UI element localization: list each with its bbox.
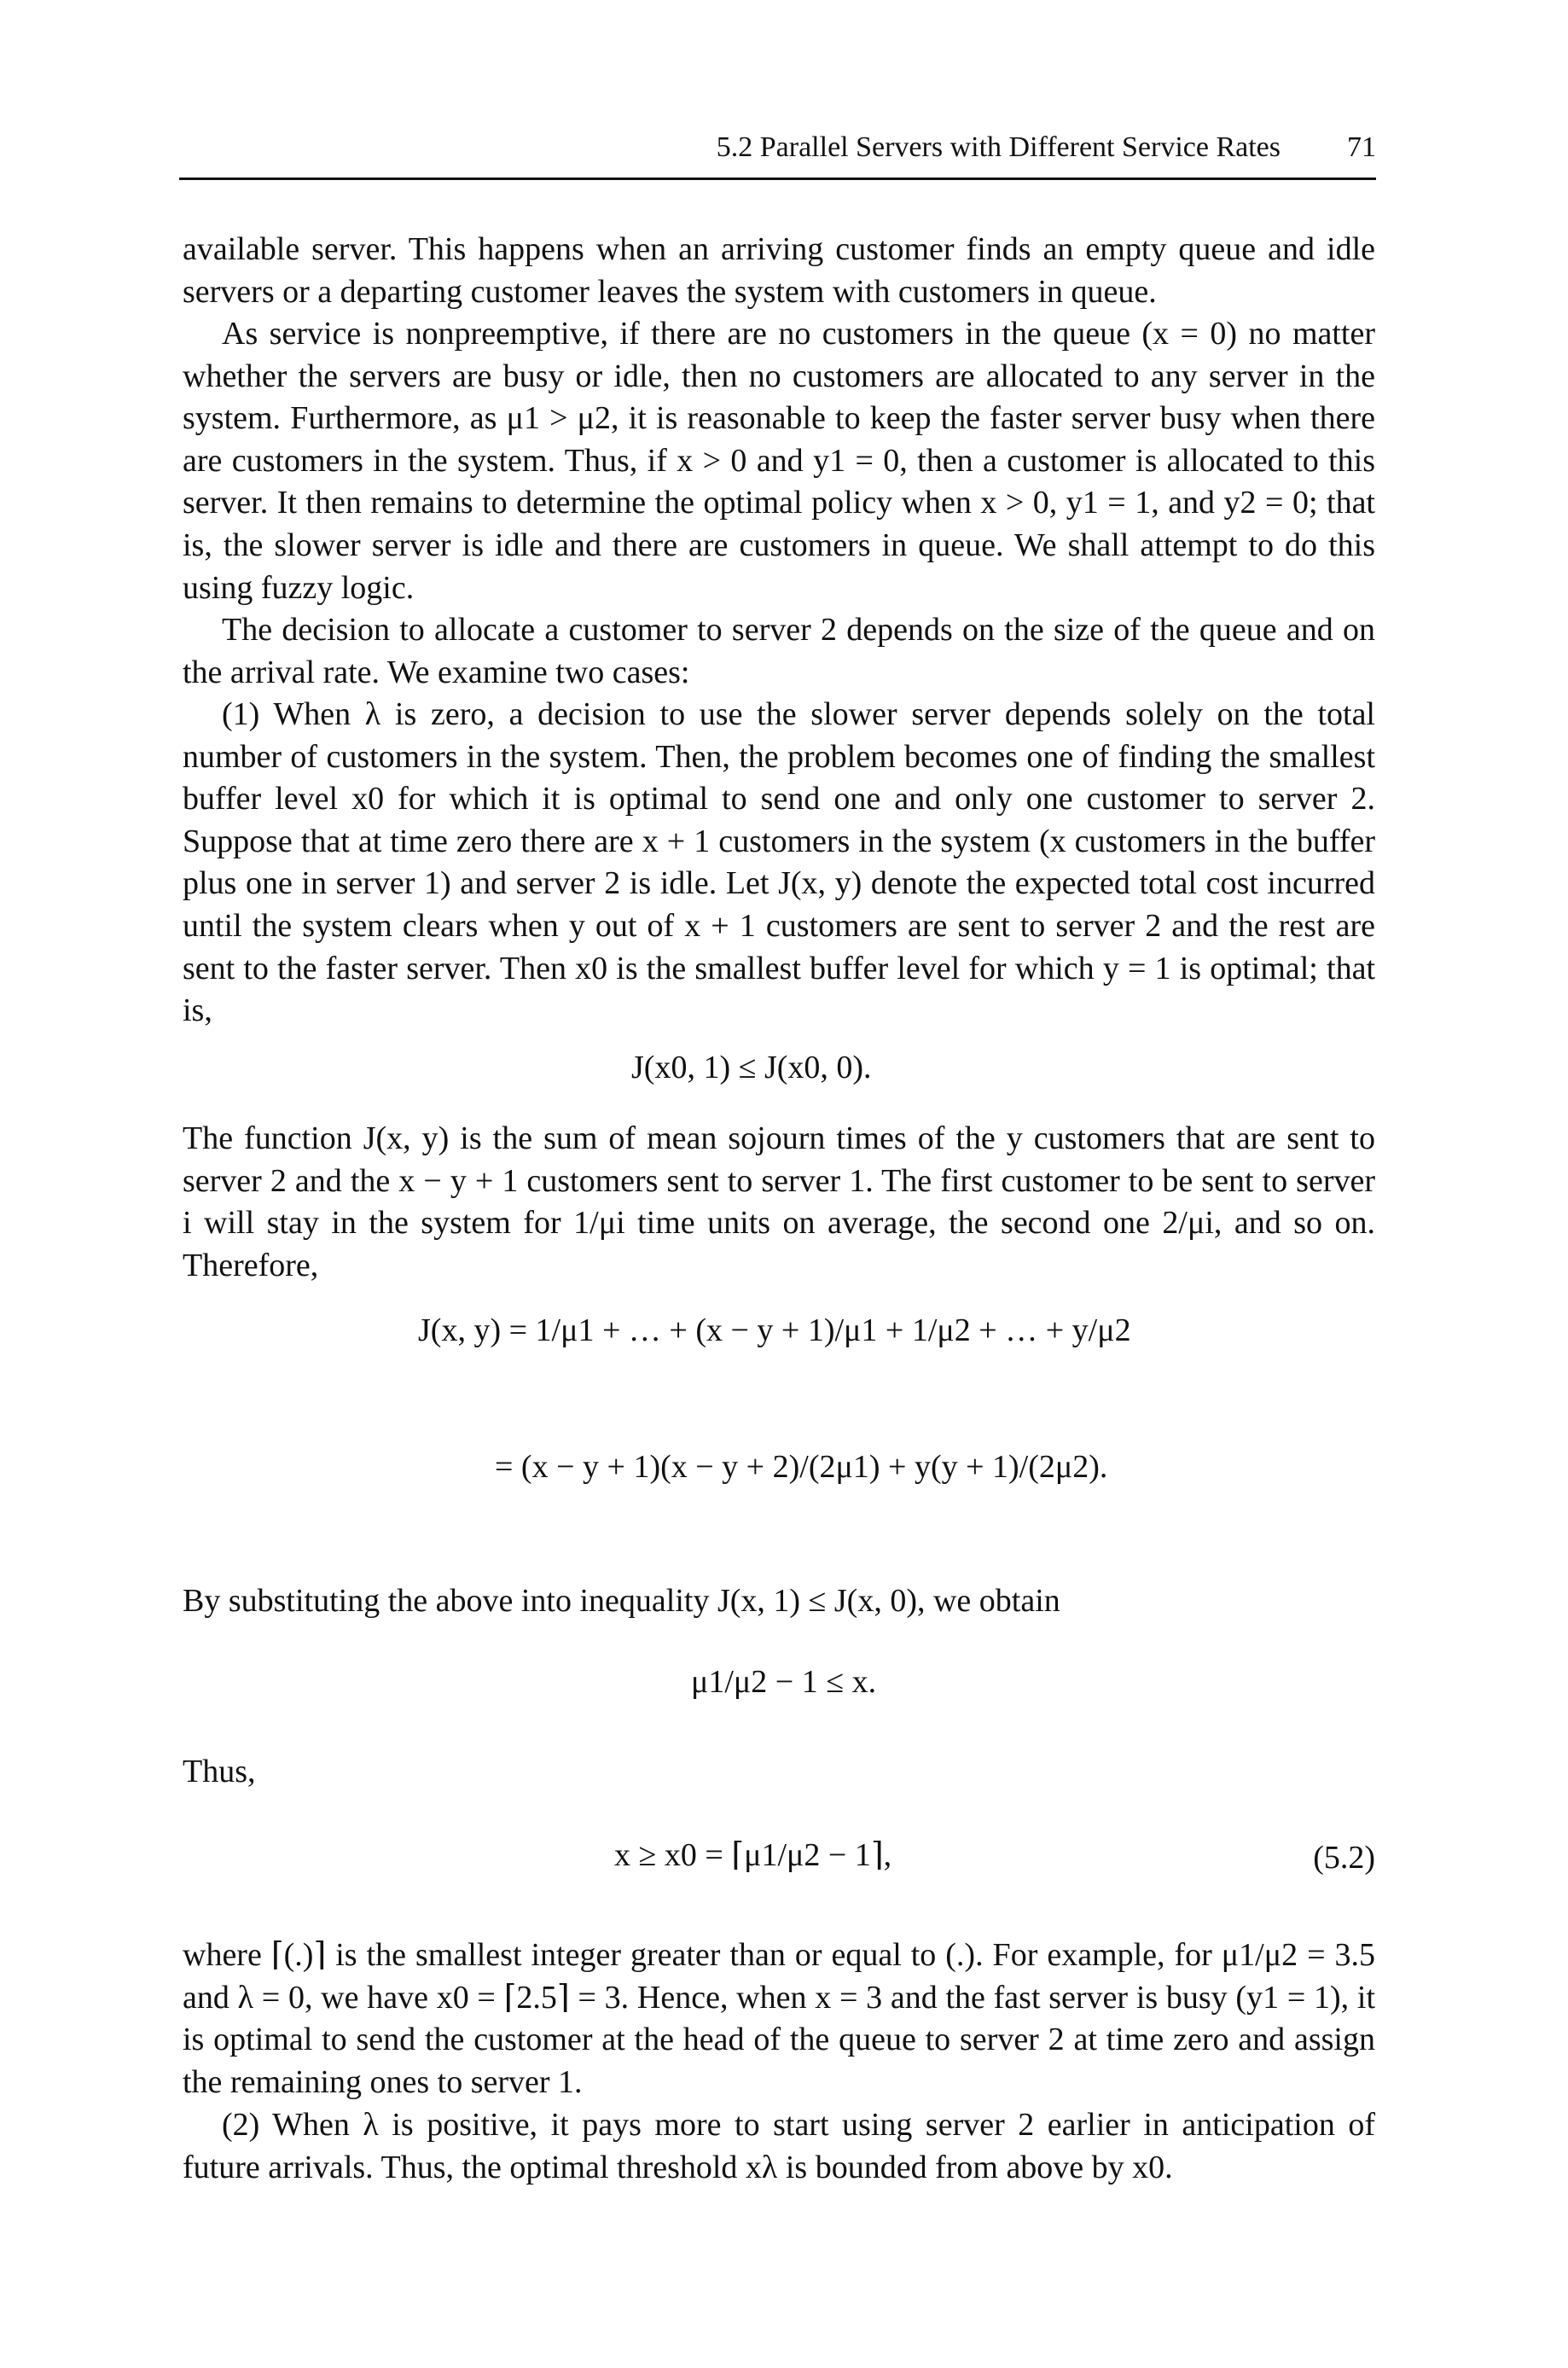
paragraph-0 [183, 229, 1375, 313]
paragraph-2 [183, 609, 1375, 694]
running-header-title: 5.2 Parallel Servers with Different Service Rates [716, 131, 1281, 163]
paragraph-6 [183, 1751, 1375, 1794]
paragraph-5 [183, 1580, 1375, 1623]
paragraph-7 [183, 1935, 1375, 2103]
page-number: 71 [1347, 131, 1376, 163]
paragraph-text: By substituting the above into inequality J(x, 1) ≤ J(x, 0), we obtain [183, 1583, 1060, 1619]
paragraph-text: As service is nonpreemptive, if there are no customers in the queue (x = 0) no matter whether the servers are busy or idle, then no customers are allocated to any server in the system. Furthermore, as μ1 > μ2, it is reasonable to keep the faster server busy when there are customers in the system. Thus, if x > 0 and y1 = 0, then a customer is allocated to this server. It then remains to determine the optimal policy when x > 0, y1 = 1, and y2 = 0; that is, the slower server is idle and there are customers in queue. We shall attempt to do this using fuzzy logic. [183, 316, 1375, 606]
equation-text: J(x0, 1) ≤ J(x0, 0). [631, 1050, 872, 1085]
running-header [179, 126, 1376, 180]
paragraph-1 [183, 313, 1375, 609]
paragraph-text: The decision to allocate a customer to server 2 depends on the size of the queue and on the arrival rate. We examine two cases: [183, 612, 1375, 690]
paragraph-4 [183, 1118, 1375, 1287]
paragraph-text: available server. This happens when an arriving customer finds an empty queue and idle servers or a departing customer leaves the system with customers in queue. [183, 231, 1375, 310]
ratio-inequality [691, 1666, 876, 1698]
equation-jxy-line2 [495, 1451, 1107, 1483]
equation-text: J(x, y) = 1/μ1 + … + (x − y + 1)/μ1 + 1/μ2 + … + y/μ2 [418, 1312, 1131, 1348]
paragraph-text: Thus, [183, 1754, 256, 1789]
equation-text: = (x − y + 1)(x − y + 2)/(2μ1) + y(y + 1)/(2μ2). [495, 1449, 1108, 1485]
equation-text: x ≥ x0 = ⌈μ1/μ2 − 1⌉, [614, 1837, 892, 1873]
equation-jxy-line1 [418, 1314, 1131, 1347]
paragraph-text: (1) When λ is zero, a decision to use the slower server depends solely on the total number of customers in the system. Then, the problem becomes one of finding the smallest buffer level x0 for which it is optimal to send one and only one customer to server 2. Suppose that at time zero there are x + 1 customers in the system (x customers in the buffer plus one in server 1) and server 2 is idle. Let J(x, y) denote the expected total cost incurred until the system clears when y out of x + 1 customers are sent to server 2 and the rest are sent to the faster server. Then x0 is the smallest buffer level for which y = 1 is optimal; that is, [183, 696, 1375, 1029]
paragraph-8 [183, 2104, 1375, 2189]
inequality-j [631, 1051, 872, 1084]
paragraph-text: (2) When λ is positive, it pays more to start using server 2 earlier in anticipation of future arrivals. Thus, the optimal threshold xλ is bounded from above by x0. [183, 2107, 1375, 2185]
paragraph-text: The function J(x, y) is the sum of mean sojourn times of the y customers that are sent to server 2 and the x − y + 1 customers sent to server 1. The first customer to be sent to server i will stay in the system for 1/μi time units on average, the second one 2/μi, and so on. Therefore, [183, 1120, 1375, 1283]
threshold-equation [614, 1839, 891, 1871]
paragraph-text: where ⌈(.)⌉ is the smallest integer greater than or equal to (.). For example, for μ1/μ2 = 3.5 and λ = 0, we have x0 = ⌈2.5⌉ = 3. Hence, when x = 3 and the fast server is busy (y1 = 1), it is optimal to send the customer at the head of the queue to server 2 at time zero and assign the remaining ones to server 1. [183, 1937, 1375, 2100]
paragraph-3 [183, 694, 1375, 1033]
equation-number: (5.2) [1313, 1840, 1375, 1876]
equation-text: μ1/μ2 − 1 ≤ x. [691, 1664, 877, 1700]
